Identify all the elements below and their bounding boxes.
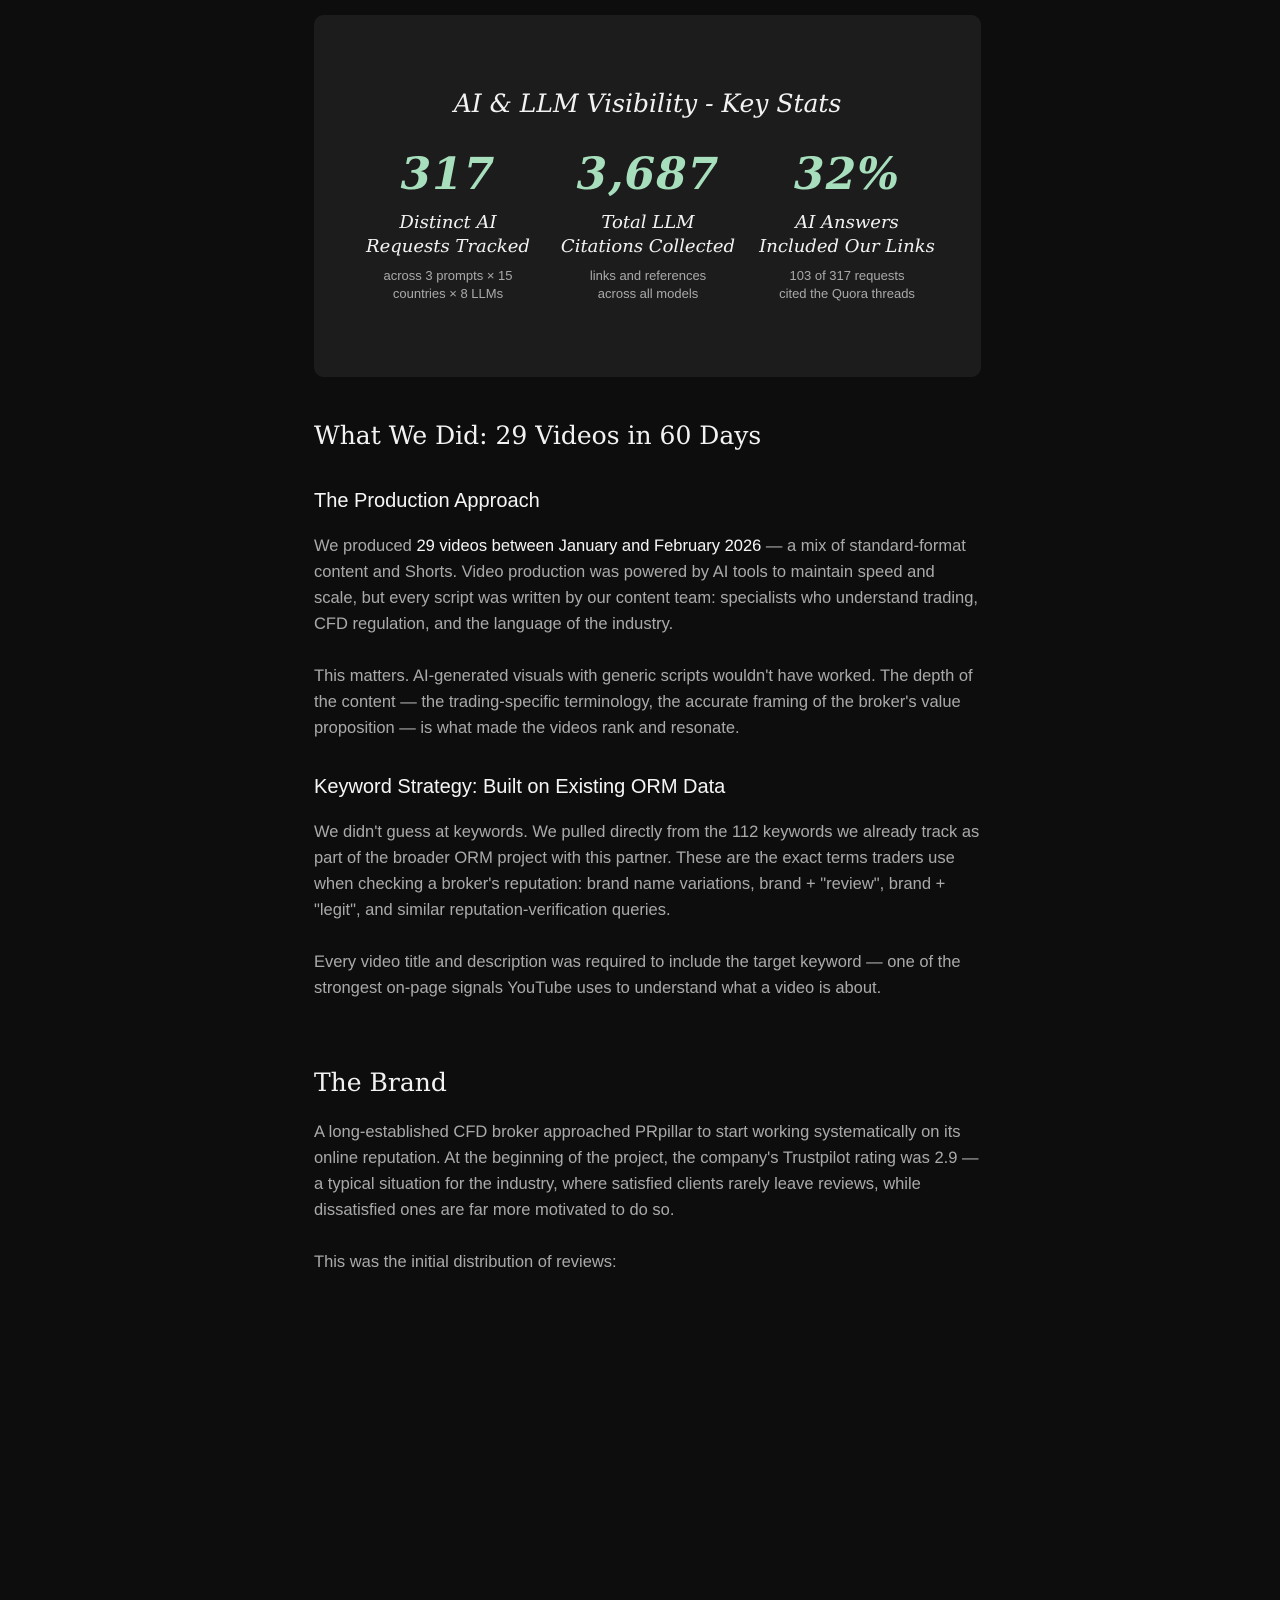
production-paragraph-2: This matters. AI-generated visuals with generic scripts wouldn't have worked. The depth of the content — the trading-specific terminology, the accurate framing of the broker's value proposition — is what made the videos rank and resonate. [314,667,973,737]
subheading-production-approach: The Production Approach [314,490,540,512]
stat-value: 32% [793,149,901,200]
stat-citations-collected [548,145,748,303]
stat-note: 103 of 317 requests cited the Quora threads [779,268,915,301]
key-stats-card [314,15,981,377]
stat-label: AI Answers Included Our Links [759,212,935,257]
stat-value: 317 [400,149,496,200]
stat-answers-included [747,145,947,303]
keyword-paragraph-1: We didn't guess at keywords. We pulled directly from the 112 keywords we already track as part of the broader ORM project with this partner. These are the exact terms traders use when checking a broker's reputation: brand name variations, brand + "review", brand + "legit", and similar reputation-verification queries. [314,823,980,919]
section-heading-the-brand: The Brand [314,1068,447,1097]
stat-label: Distinct AI Requests Tracked [366,212,530,257]
highlighted-text: 29 videos between January and February 2026 [416,537,762,555]
brand-paragraph-2: This was the initial distribution of reviews: [314,1253,617,1271]
stat-value: 3,687 [576,149,720,200]
stat-note: links and references across all models [589,268,707,301]
subheading-keyword-strategy: Keyword Strategy: Built on Existing ORM Data [314,776,726,798]
stat-requests-tracked [348,145,548,303]
key-stats-title: AI & LLM Visibility - Key Stats [453,89,842,118]
brand-paragraph-1: A long-established CFD broker approached PRpillar to start working systematically on its online reputation. At the beginning of the project, the company's Trustpilot rating was 2.9 — a typical situation for the industry, where satisfied clients rarely leave reviews, while dissatisfied ones are far more motivated to do so. [314,1123,979,1219]
production-paragraph-1 [314,533,981,637]
keyword-paragraph-2: Every video title and description was required to include the target keyword — one of the strongest on-page signals YouTube uses to understand what a video is about. [314,953,961,997]
stat-label: Total LLM Citations Collected [560,212,736,257]
text-run: — a mix of standard-format content and Shorts. Video production was powered by AI tools to maintain speed and scale, but every script was written by our content team: specialists who understand trading, CFD regulation, and the language of the industry. [314,537,978,633]
stat-note: across 3 prompts × 15 countries × 8 LLMs [383,268,513,301]
text-run: We produced [314,537,417,555]
section-heading-what-we-did: What We Did: 29 Videos in 60 Days [314,421,762,450]
